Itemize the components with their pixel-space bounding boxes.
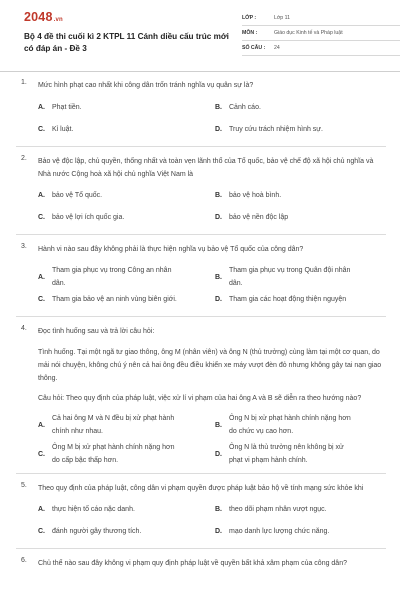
answer-option[interactable]: D. bảo vệ nền độc lập bbox=[215, 214, 289, 221]
question-text: Theo quy định của pháp luật, công dân vi phạm quyền được pháp luật bảo hộ về tính mạng sức khỏe khi bbox=[38, 485, 364, 492]
meta-row-subject: MÔN : Giáo dục Kinh tế và Pháp luật bbox=[242, 26, 400, 41]
question-list bbox=[16, 79, 386, 570]
question-text: Chủ thể nào sau đây không vi phạm quy định pháp luật về quyền bất khả xâm phạm của công dân? bbox=[38, 560, 347, 567]
answer-option[interactable]: A. Phạt tiền. bbox=[38, 104, 82, 111]
answer-option[interactable]: C. Ông M bị xử phạt hành chính nặng hơn do cấp bậc thấp hơn. bbox=[38, 444, 175, 464]
question-2: 2. Bảo vệ độc lập, chủ quyền, thống nhất và toàn vẹn lãnh thổ của Tổ quốc, bảo vệ chế độ xã hội chủ nghĩa và Nhà nước Cộng hoà xã hội chủ nghĩa Việt Nam là A. bảo vệ Tổ quốc. B. bảo vệ hoà bình. C. bảo vệ lợi ích quốc gia. D. bảo vệ nền độc lập bbox=[16, 155, 386, 235]
answer-option[interactable]: C. Kỉ luật. bbox=[38, 126, 74, 133]
question-4: 4. Đọc tình huống sau và trả lời câu hỏi: Tình huống. Tại một ngã tư giao thông, ông M (nhân viên) và ông N (thủ trưởng) cùng làm tại một cơ quan, do mải nói chuyện, không chú ý nên cả hai ông đều điều khiển xe máy vượt đèn đỏ nhưng không gây tai nạn giao thông. Câu hỏi: Theo quy định của pháp luật, việc xử lí vi phạm của hai ông A và B sẽ diễn ra theo hướng nào? A. Cả hai ông M và N đều bị xử phạt hành chính như nhau. B. Ông N bị xử phạt hành chính nặng hơn do chức vụ cao hơn. C. Ông M bị xử phạt hành chính nặng hơn do cấp bậc thấp hơn. D. Ông N là thủ trưởng nên không bị xử phạt vi phạm hành chính. bbox=[16, 325, 386, 474]
meta-table bbox=[242, 11, 400, 56]
answer-option[interactable]: D. Tham gia các hoạt động thiện nguyện bbox=[215, 296, 347, 303]
answer-option[interactable]: B. Cảnh cáo. bbox=[215, 104, 261, 111]
answer-option[interactable]: C. bảo vệ lợi ích quốc gia. bbox=[38, 214, 125, 221]
answer-option[interactable]: A. Tham gia phục vụ trong Công an nhân dân. bbox=[38, 267, 172, 287]
answer-option[interactable]: D. Ông N là thủ trưởng nên không bị xử phạt vi phạm hành chính. bbox=[215, 444, 344, 464]
question-separator bbox=[16, 234, 386, 235]
question-separator bbox=[16, 316, 386, 317]
question-6: 6. Chủ thể nào sau đây không vi phạm quy định pháp luật về quyền bất khả xâm phạm của công dân? bbox=[16, 557, 386, 570]
question-5: 5. Theo quy định của pháp luật, công dân vi phạm quyền được pháp luật bảo hộ về tính mạng sức khỏe khi A. thực hiện tố cáo nặc danh. B. theo dõi phạm nhân vượt ngục. C. đánh người gây thương tích. D. mạo danh lực lượng chức năng. bbox=[16, 482, 386, 549]
meta-row-class: LỚP : Lớp 11 bbox=[242, 11, 400, 26]
answer-option[interactable]: B. theo dõi phạm nhân vượt ngục. bbox=[215, 506, 327, 513]
question-separator bbox=[16, 146, 386, 147]
question-separator bbox=[16, 548, 386, 549]
question-3: 3. Hành vi nào sau đây không phải là thực hiện nghĩa vụ bảo vệ Tổ quốc của công dân? A. Tham gia phục vụ trong Công an nhân dân. B. Tham gia phục vụ trong Quân đội nhân dân. C. Tham gia bảo vệ an ninh vùng biên giới. D. Tham gia các hoạt động thiện nguyện bbox=[16, 243, 386, 317]
answer-option[interactable]: B. Tham gia phục vụ trong Quân đội nhân dân. bbox=[215, 267, 351, 287]
header-divider bbox=[0, 71, 400, 72]
answer-option[interactable]: D. Truy cứu trách nhiệm hình sự. bbox=[215, 126, 323, 133]
meta-row-count: SỐ CÂU : 24 bbox=[242, 41, 400, 56]
page-title: Bộ 4 đề thi cuối kì 2 KTPL 11 Cánh diều cấu trúc mới có đáp án - Đề 3 bbox=[24, 32, 229, 53]
question-text: Mức hình phạt cao nhất khi công dân trốn tránh nghĩa vụ quân sự là? bbox=[38, 82, 254, 89]
question-1: 1. Mức hình phạt cao nhất khi công dân trốn tránh nghĩa vụ quân sự là? A. Phạt tiền. B. Cảnh cáo. C. Kỉ luật. D. Truy cứu trách nhiệm hình sự. bbox=[16, 79, 386, 147]
scenario-passage: Tình huống. Tại một ngã tư giao thông, ông M (nhân viên) và ông N (thủ trưởng) cùng làm tại một cơ quan, do mải nói chuyện, không chú ý nên cả hai ông đều điều khiển xe máy vượt đèn đỏ nhưng không gây tai nạn giao thông. bbox=[38, 349, 382, 382]
document-header bbox=[16, 0, 386, 68]
answer-option[interactable]: D. mạo danh lực lượng chức năng. bbox=[215, 528, 330, 535]
answer-option[interactable]: A. Cả hai ông M và N đều bị xử phạt hành chính như nhau. bbox=[38, 415, 175, 435]
answer-option[interactable]: B. bảo vệ hoà bình. bbox=[215, 192, 282, 199]
site-logo[interactable]: 2048.vn bbox=[24, 10, 63, 24]
answer-option[interactable]: A. thực hiện tố cáo nặc danh. bbox=[38, 506, 135, 513]
scenario-question: Câu hỏi: Theo quy định của pháp luật, việc xử lí vi phạm của hai ông A và B sẽ diễn ra theo hướng nào? bbox=[38, 395, 362, 402]
question-text: Hành vi nào sau đây không phải là thực hiện nghĩa vụ bảo vệ Tổ quốc của công dân? bbox=[38, 246, 304, 253]
question-separator bbox=[16, 473, 386, 474]
answer-option[interactable]: A. bảo vệ Tổ quốc. bbox=[38, 192, 103, 199]
question-text: Đọc tình huống sau và trả lời câu hỏi: bbox=[38, 328, 155, 335]
answer-option[interactable]: C. Tham gia bảo vệ an ninh vùng biên giới. bbox=[38, 296, 177, 303]
question-text: Bảo vệ độc lập, chủ quyền, thống nhất và toàn vẹn lãnh thổ của Tổ quốc, bảo vệ chế độ xã hội chủ nghĩa và Nhà nước Cộng hoà xã hội chủ nghĩa Việt Nam là bbox=[38, 158, 374, 178]
answer-option[interactable]: B. Ông N bị xử phạt hành chính nặng hơn do chức vụ cao hơn. bbox=[215, 415, 351, 435]
answer-option[interactable]: C. đánh người gây thương tích. bbox=[38, 528, 142, 535]
